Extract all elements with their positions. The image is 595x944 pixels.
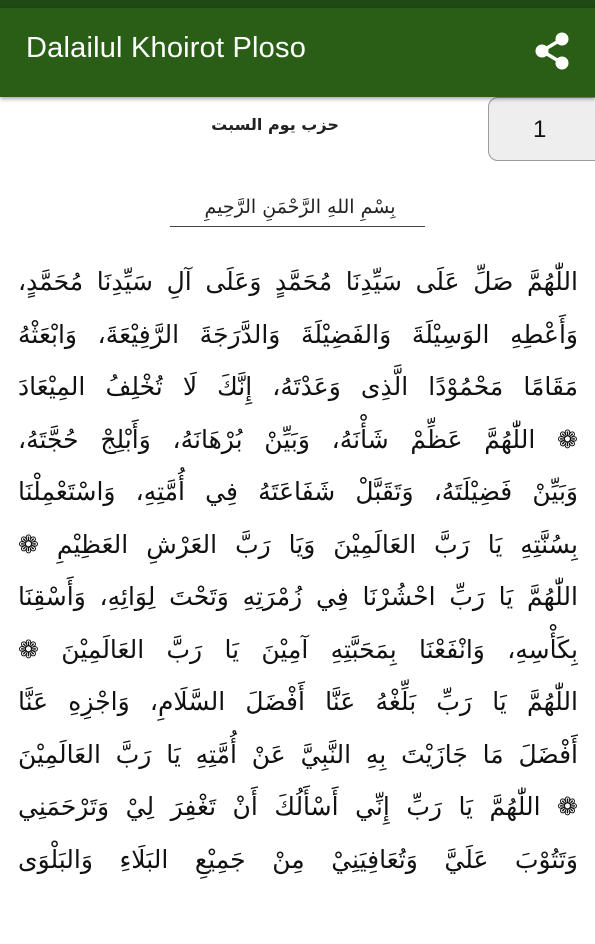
text-line: اللّٰهُمَّ يَا رَبِّ بَلِّغْهُ عَنَّا أَفْضَلَ السَّلَامِ، وَاجْزِهِ عَنَّا xyxy=(18,687,578,716)
page-number: 1 xyxy=(533,116,547,143)
text-line: ❁ اللّٰهُمَّ يَا رَبِّ إِنِّي أَسْأَلُكَ أَنْ تَغْفِرَ لِيْ وَتَرْحَمَنِي xyxy=(18,792,578,821)
hizb-title: حزب يوم السبت xyxy=(211,115,339,134)
text-line: بِكَأْسِهِ، وَانْفَعْنَا بِمَحَبَّتِهِ آمِيْنَ يَا رَبَّ العَالَمِيْنَ ❁ xyxy=(18,634,578,664)
text-line: وَبَيِّنْ فَضِيْلَتَهُ، وَتَقَبَّلْ شَفَاعَتَهُ فِي أُمَّتِهِ، وَاسْتَعْمِلْنَا xyxy=(18,477,578,506)
text-line: ❁ اللّٰهُمَّ عَظِّمْ شَأْنَهُ، وَبَيِّنْ بُرْهَانَهُ، وَأَبْلِجْ حُجَّتَهُ، xyxy=(18,424,578,454)
page-header xyxy=(0,97,595,167)
app-bar xyxy=(0,8,595,97)
text-line: اللّٰهُمَّ صَلِّ عَلَى سَيِّدِنَا مُحَمَّدٍ وَعَلَى آلِ سَيِّدِنَا مُحَمَّدٍ، xyxy=(18,267,578,296)
status-bar xyxy=(0,0,595,8)
prayer-text xyxy=(18,256,578,886)
text-line: مَقَامًا مَحْمُوْدًا الَّذِى وَعَدْتَهُ، إِنَّكَ لَا تُخْلِفُ المِيْعَادَ xyxy=(18,372,578,401)
text-line: وَتَتُوْبَ عَلَيَّ وَتُعَافِيَنِيْ مِنْ جَمِيْعِ البَلَاءِ وَالبَلْوَى xyxy=(18,844,578,874)
basmala-underline xyxy=(170,226,425,227)
text-line: اللّٰهُمَّ يَا رَبِّ احْشُرْنَا فِي زُمْرَتِهِ وَتَحْتَ لِوَائِهِ، وَأَسْقِنَا xyxy=(18,582,578,611)
share-icon xyxy=(533,31,571,75)
share-button[interactable] xyxy=(529,30,575,76)
page-number-box[interactable] xyxy=(488,97,595,161)
text-line: أَفْضَلَ مَا جَازَيْتَ بِهِ النَّبِيَّ عَنْ أُمَّتِهِ يَا رَبَّ العَالَمِيْنَ xyxy=(18,739,578,769)
text-line: بِسُنَّتِهِ يَا رَبَّ العَالَمِيْنَ وَيَا رَبَّ العَرْشِ العَظِيْمِ ❁ xyxy=(18,529,578,559)
basmala: بِسْمِ اللهِ الرَّحْمَنِ الرَّحِيمِ xyxy=(204,196,396,218)
text-line: وَأَعْطِهِ الوَسِيْلَةَ وَالفَضِيْلَةَ وَالدَّرَجَةَ الرَّفِيْعَةَ، وَابْعَثْهُ xyxy=(18,319,578,349)
app-title: Dalailul Khoirot Ploso xyxy=(26,32,307,64)
